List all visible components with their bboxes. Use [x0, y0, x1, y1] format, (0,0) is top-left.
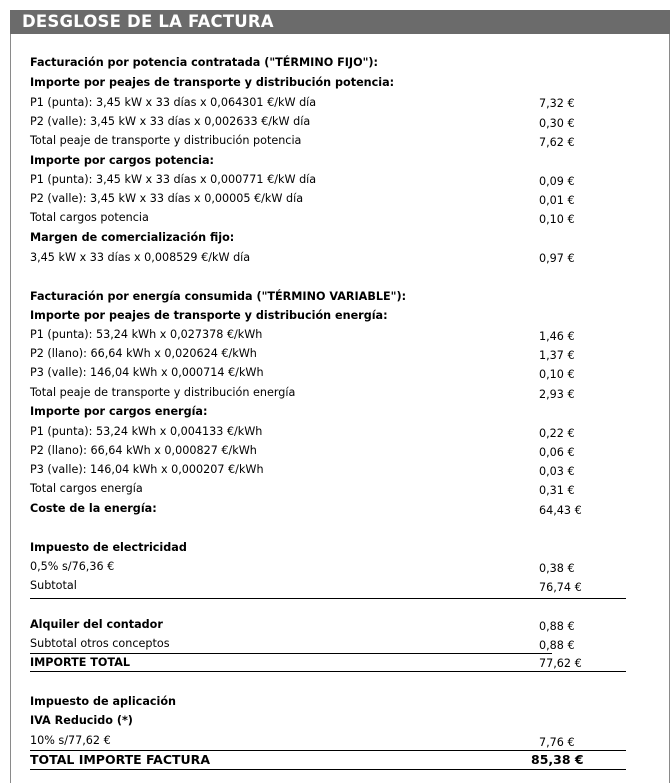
fixed-toll-p1-label: P1 (punta): 3,45 kW x 33 días x 0,064301 €/kW día: [30, 96, 317, 109]
fixed-toll-total-label: Total peaje de transporte y distribución potencia: [30, 134, 302, 147]
fixed-toll-total-amount: 7,62 €: [539, 136, 575, 149]
fixed-charge-p1-amount: 0,09 €: [539, 175, 575, 188]
vat-amount: 7,76 €: [539, 736, 575, 749]
total-amount-top-divider: [30, 653, 552, 654]
fixed-toll-p2-amount: 0,30 €: [539, 117, 575, 130]
variable-toll-total-amount: 2,93 €: [539, 388, 575, 401]
fixed-charge-p1-label: P1 (punta): 3,45 kW x 33 días x 0,000771 €/kW día: [30, 173, 317, 186]
variable-toll-p2-amount: 1,37 €: [539, 349, 575, 362]
fixed-charge-p2-label: P2 (valle): 3,45 kW x 33 días x 0,00005 €/kW día: [30, 192, 304, 205]
page-title: DESGLOSE DE LA FACTURA: [10, 10, 670, 34]
variable-charge-p2-amount: 0,06 €: [539, 446, 575, 459]
variable-charge-p2-label: P2 (llano): 66,64 kWh x 0,000827 €/kWh: [30, 444, 257, 457]
variable-toll-p2-label: P2 (llano): 66,64 kWh x 0,020624 €/kWh: [30, 347, 257, 360]
subtotal-amount: 76,74 €: [539, 581, 582, 594]
variable-charge-p3-amount: 0,03 €: [539, 465, 575, 478]
invoice-total-amount: 85,38 €: [531, 752, 584, 767]
variable-charge-p3-label: P3 (valle): 146,04 kWh x 0,000207 €/kWh: [30, 463, 264, 476]
variable-toll-p1-amount: 1,46 €: [539, 330, 575, 343]
variable-tolls-heading: Importe por peajes de transporte y distribución energía:: [30, 309, 388, 322]
vat-label: 10% s/77,62 €: [30, 734, 111, 747]
invoice-total-label: TOTAL IMPORTE FACTURA: [30, 752, 210, 767]
variable-charges-total-amount: 0,31 €: [539, 484, 575, 497]
energy-cost-label: Coste de la energía:: [30, 502, 157, 515]
invoice-total-bottom-divider: [30, 769, 626, 770]
fixed-charges-heading: Importe por cargos potencia:: [30, 154, 214, 167]
vat-heading: IVA Reducido (*): [30, 714, 133, 727]
fixed-toll-p1-amount: 7,32 €: [539, 97, 575, 110]
fixed-tolls-heading: Importe por peajes de transporte y distribución potencia:: [30, 76, 395, 89]
section-fixed-term-heading: Facturación por potencia contratada ("TÉRMINO FIJO"):: [30, 56, 379, 69]
variable-toll-p1-label: P1 (punta): 53,24 kWh x 0,027378 €/kWh: [30, 328, 263, 341]
variable-toll-total-label: Total peaje de transporte y distribución energía: [30, 386, 296, 399]
invoice-total-top-divider: [30, 750, 626, 751]
fixed-charge-p2-amount: 0,01 €: [539, 194, 575, 207]
total-amount-value: 77,62 €: [539, 657, 582, 670]
subtotal-divider: [30, 598, 626, 599]
meter-rental-amount: 0,88 €: [539, 620, 575, 633]
fixed-charges-total-label: Total cargos potencia: [30, 211, 149, 224]
variable-charge-p1-amount: 0,22 €: [539, 427, 575, 440]
fixed-margin-heading: Margen de comercialización fijo:: [30, 231, 235, 244]
other-concepts-subtotal-label: Subtotal otros conceptos: [30, 637, 170, 650]
fixed-toll-p2-label: P2 (valle): 3,45 kW x 33 días x 0,002633 €/kW día: [30, 115, 311, 128]
total-amount-bottom-divider: [30, 671, 626, 672]
fixed-margin-amount: 0,97 €: [539, 252, 575, 265]
subtotal-label: Subtotal: [30, 579, 77, 592]
variable-charges-heading: Importe por cargos energía:: [30, 405, 208, 418]
variable-charges-total-label: Total cargos energía: [30, 482, 143, 495]
electricity-tax-amount: 0,38 €: [539, 562, 575, 575]
applicable-tax-heading: Impuesto de aplicación: [30, 695, 176, 708]
other-concepts-subtotal-amount: 0,88 €: [539, 639, 575, 652]
total-amount-label: IMPORTE TOTAL: [30, 656, 130, 669]
variable-toll-p3-label: P3 (valle): 146,04 kWh x 0,000714 €/kWh: [30, 366, 264, 379]
electricity-tax-label: 0,5% s/76,36 €: [30, 560, 115, 573]
variable-toll-p3-amount: 0,10 €: [539, 368, 575, 381]
variable-charge-p1-label: P1 (punta): 53,24 kWh x 0,004133 €/kWh: [30, 425, 263, 438]
fixed-charges-total-amount: 0,10 €: [539, 213, 575, 226]
fixed-margin-label: 3,45 kW x 33 días x 0,008529 €/kW día: [30, 251, 251, 264]
section-variable-term-heading: Facturación por energía consumida ("TÉRMINO VARIABLE"):: [30, 290, 407, 303]
electricity-tax-heading: Impuesto de electricidad: [30, 541, 187, 554]
meter-rental-label: Alquiler del contador: [30, 618, 163, 631]
energy-cost-amount: 64,43 €: [539, 504, 582, 517]
